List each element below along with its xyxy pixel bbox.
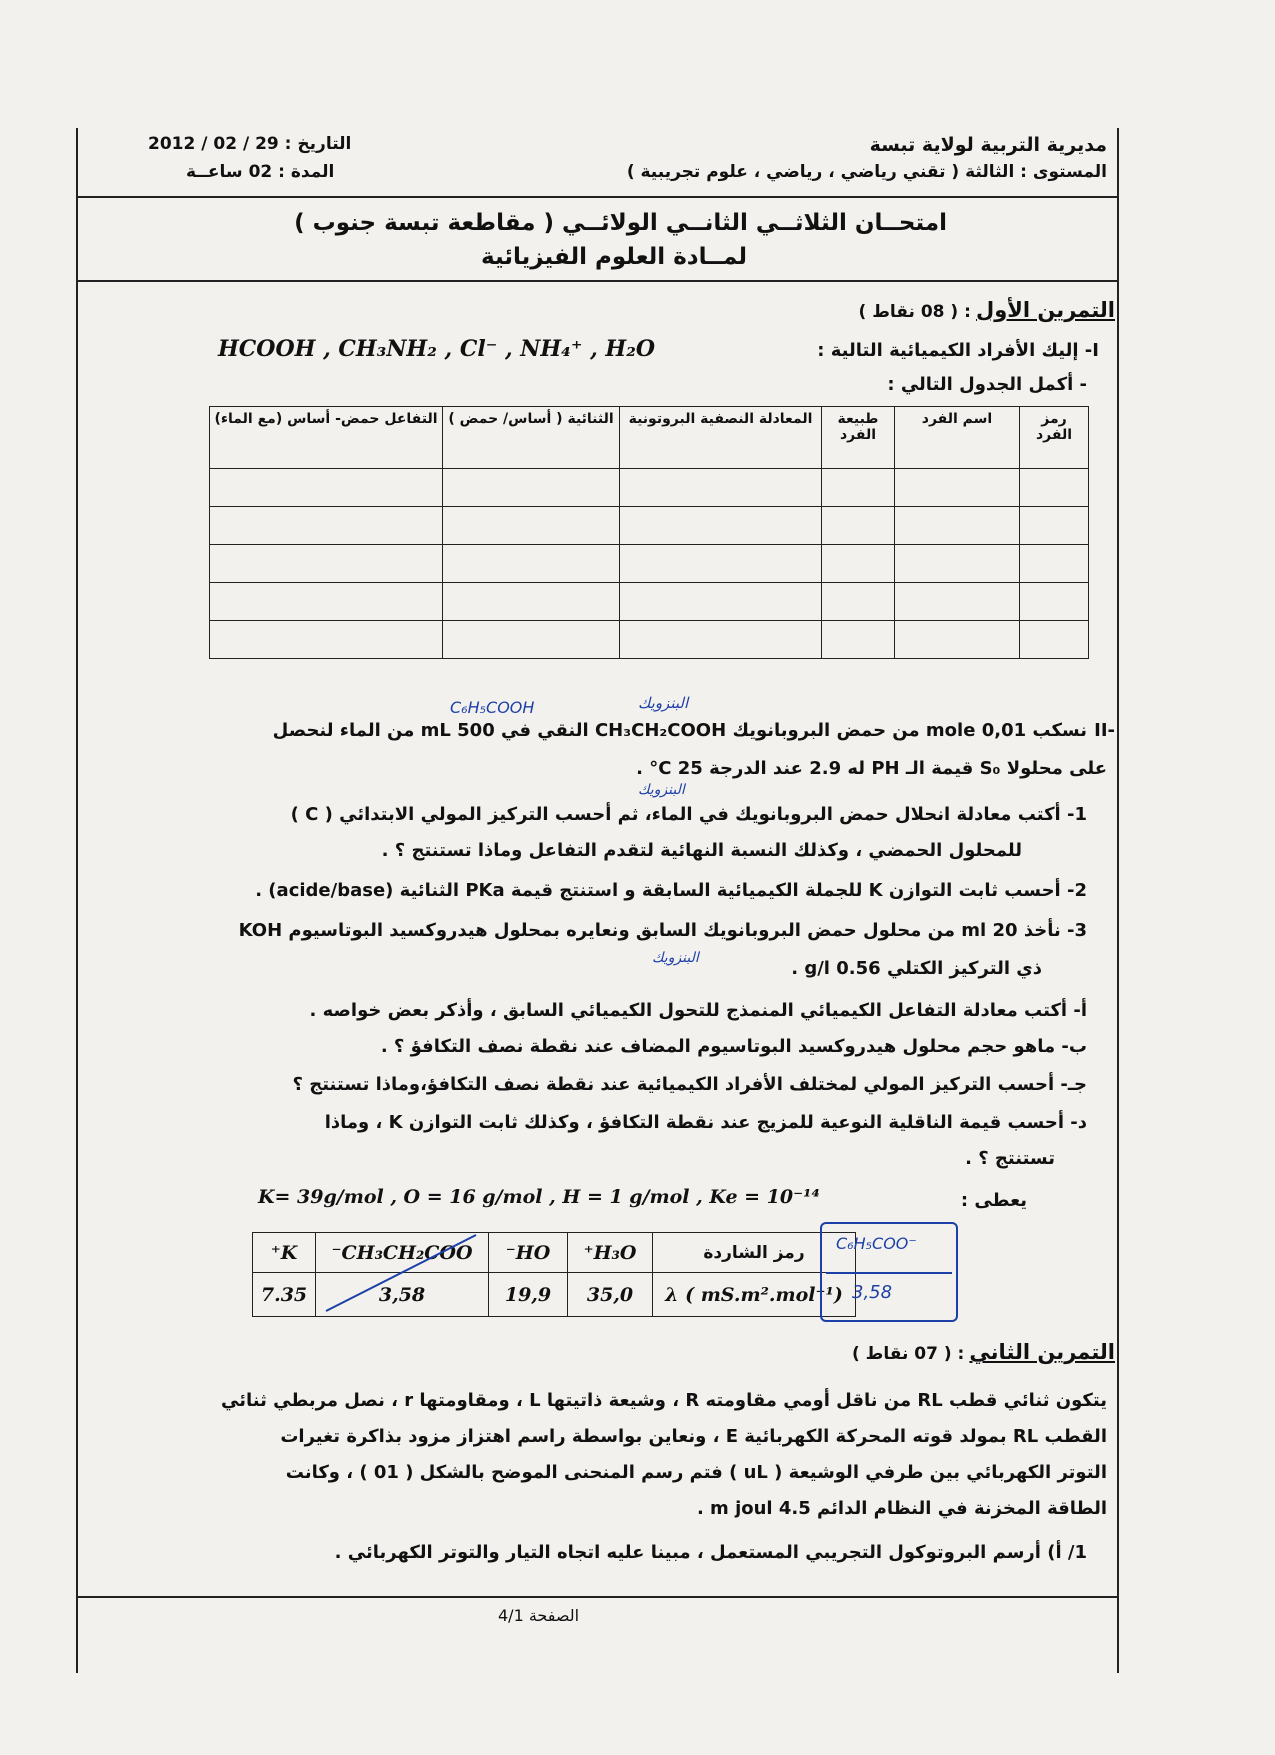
handwritten-benzoic-3: البنزويك bbox=[652, 950, 699, 966]
exercise2-header bbox=[852, 1340, 1115, 1364]
given-label: يعطى : bbox=[960, 1190, 1027, 1211]
q1-line2: للمحلول الحمضي ، وكذلك النسبة النهائية لتقدم التفاعل وماذا تستنتج ؟ . bbox=[381, 840, 1022, 861]
complete-table-instruction: - أكمل الجدول التالي : bbox=[887, 374, 1087, 395]
q1-line1: 1- أكتب معادلة انحلال حمض البروبانويك في الماء، ثم أحسب التركيز المولي الابتدائي ( C ) bbox=[290, 804, 1087, 825]
lambda-label: λ ( mS.m².mol⁻¹) bbox=[653, 1273, 856, 1317]
header-divider bbox=[78, 196, 1117, 198]
table-row bbox=[210, 583, 1089, 621]
q3-line1: 3- نأخذ 20 ml من محلول حمض البروبانويك السابق ونعايره بمحلول هيدروكسيد البوتاسيوم KOH bbox=[238, 920, 1087, 941]
handwritten-formula: C₆H₅COOH bbox=[450, 698, 535, 717]
part2-label: II- bbox=[1094, 720, 1115, 741]
given-values: K= 39g/mol , O = 16 g/mol , H = 1 g/mol , Ke = 10⁻¹⁴ bbox=[258, 1186, 820, 1208]
ion-k: K⁺ bbox=[253, 1233, 316, 1273]
q3-c: جـ- أحسب التركيز المولي لمختلف الأفراد الكيميائية عند نقطة نصف التكافؤ،وماذا تستنتج ؟ bbox=[292, 1074, 1087, 1095]
lambda-row bbox=[253, 1273, 856, 1317]
handwritten-box-divider bbox=[826, 1272, 952, 1274]
exercise2-line2: القطب RL بمولد قوته المحركة الكهربائية E ، ونعاين بواسطة راسم اهتزاز مزود بذاكرة تغيرات bbox=[280, 1426, 1107, 1447]
lambda-ho: 19,9 bbox=[489, 1273, 568, 1317]
species-table-header bbox=[210, 407, 1089, 469]
table-row bbox=[210, 621, 1089, 659]
table-row bbox=[210, 469, 1089, 507]
exam-title: امتحــان الثلاثــي الثانــي الولائــي ( مقاطعة تبسة جنوب ) bbox=[294, 210, 947, 236]
ion-propanoate: CH₃CH₂COO⁻ bbox=[316, 1233, 489, 1273]
directorate: مديرية التربية لولاية تبسة bbox=[869, 134, 1107, 156]
exercise2-line3: التوتر الكهربائي بين طرفي الوشيعة ( uL ) فتم رسم المنحنى الموضح بالشكل ( 01 ) ، وكانت bbox=[285, 1462, 1107, 1483]
lambda-h3o: 35,0 bbox=[568, 1273, 653, 1317]
col-half-equation: المعادلة النصفية البروتونية bbox=[620, 407, 822, 469]
species-table bbox=[209, 406, 1089, 659]
exercise2-points: : ( 07 نقاط ) bbox=[851, 1344, 965, 1364]
handwritten-box-ion: C₆H₅COO⁻ bbox=[836, 1234, 917, 1253]
col-nature: طبيعة الفرد bbox=[822, 407, 895, 469]
exam-date: التاريخ : 29 / 02 / 2012 bbox=[148, 134, 352, 154]
strikethrough-mark bbox=[316, 1229, 486, 1317]
exercise1-heading: التمرين الأول bbox=[975, 298, 1115, 322]
exercise2-heading: التمرين الثاني bbox=[969, 1340, 1115, 1364]
page-number: الصفحة 4/1 bbox=[498, 1606, 580, 1625]
q2: 2- أحسب ثابت التوازن K للجملة الكيميائية السابقة و استنتج قيمة PKa الثنائية (acide/base) . bbox=[255, 880, 1087, 901]
exercise2-q1: 1/ أ) أرسم البروتوكول التجريبي المستعمل ، مبينا عليه اتجاه التيار والتوتر الكهربائي . bbox=[334, 1542, 1087, 1563]
exercise2-line4: الطاقة المخزنة في النظام الدائم 4.5 m joul . bbox=[696, 1498, 1107, 1519]
q3-d-line1: د- أحسب قيمة الناقلية النوعية للمزيج عند نقطة التكافؤ ، وكذلك ثابت التوازن K ، وماذا bbox=[324, 1112, 1087, 1133]
lambda-propanoate bbox=[316, 1273, 489, 1317]
q3-line2: ذي التركيز الكتلي 0.56 g/l . bbox=[791, 958, 1042, 979]
table-row bbox=[210, 507, 1089, 545]
exam-page bbox=[76, 128, 1119, 1673]
part1-label: I- إليك الأفراد الكيميائية التالية : bbox=[817, 340, 1099, 361]
part2-line2: على محلولا S₀ قيمة الـ PH له 2.9 عند الدرجة 25 C° . bbox=[636, 758, 1107, 779]
table-row bbox=[210, 545, 1089, 583]
col-couple: الثنائية ( أساس/ حمض ) bbox=[443, 407, 620, 469]
conductivity-table bbox=[252, 1232, 856, 1317]
handwritten-box bbox=[820, 1222, 958, 1322]
q3-a: أ- أكتب معادلة التفاعل الكيميائي المنمذج للتحول الكيميائي السابق ، وأذكر بعض خواصه . bbox=[309, 1000, 1087, 1021]
col-name: اسم الفرد bbox=[895, 407, 1020, 469]
q3-b: ب- ماهو حجم محلول هيدروكسيد البوتاسيوم المضاف عند نقطة نصف التكافؤ ؟ . bbox=[380, 1036, 1087, 1057]
exercise1-points: : ( 08 نقاط ) bbox=[858, 302, 971, 322]
level: المستوى : الثالثة ( تقني رياضي ، رياضي ، علوم تجريبية ) bbox=[626, 162, 1107, 182]
species-list: HCOOH , CH₃NH₂ , Cl⁻ , NH₄⁺ , H₂O bbox=[218, 336, 655, 362]
handwritten-benzoic-2: البنزويك bbox=[638, 782, 685, 798]
lambda-propanoate-value: 3,58 bbox=[378, 1283, 426, 1306]
col-symbol: رمز الفرد bbox=[1020, 407, 1089, 469]
col-acid-base-reaction: التفاعل حمض- أساس (مع الماء) bbox=[210, 407, 443, 469]
handwritten-box-value: 3,58 bbox=[852, 1282, 893, 1303]
handwritten-benzoic-1: البنزويك bbox=[638, 694, 689, 712]
subject-title: لمــادة العلوم الفيزيائية bbox=[481, 244, 747, 270]
ion-ho: HO⁻ bbox=[489, 1233, 568, 1273]
ion-header: رمز الشاردة bbox=[653, 1233, 856, 1273]
exercise2-line1: يتكون ثنائي قطب RL من ناقل أومي مقاومته R ، وشيعة ذاتيتها L ، ومقاومتها r ، نصل مربطي ثنائي bbox=[221, 1390, 1107, 1411]
exercise1-header bbox=[859, 298, 1115, 322]
footer-divider bbox=[78, 1596, 1117, 1598]
title-divider bbox=[78, 280, 1117, 282]
ion-h3o: H₃O⁺ bbox=[568, 1233, 653, 1273]
exam-duration: المدة : 02 ساعــة bbox=[186, 162, 335, 182]
q3-d-line2: تستنتج ؟ . bbox=[965, 1148, 1055, 1169]
part2-line1: نسكب 0,01 mole من حمض البروبانويك CH₃CH₂COOH النقي في 500 mL من الماء لنحصل bbox=[272, 720, 1087, 741]
lambda-k: 7.35 bbox=[253, 1273, 316, 1317]
